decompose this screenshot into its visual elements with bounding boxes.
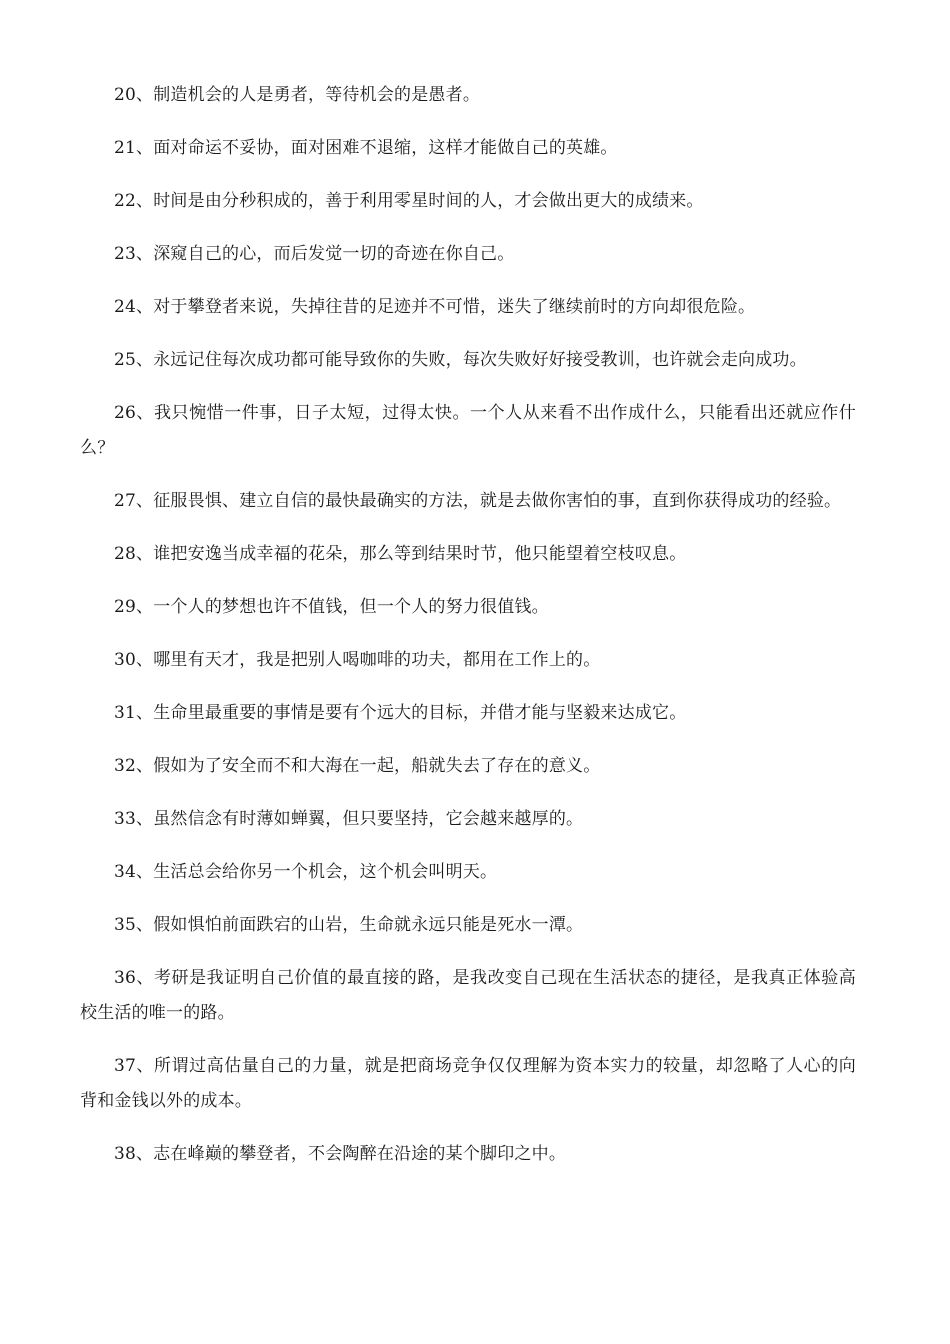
quote-item-34: 34、生活总会给你另一个机会，这个机会叫明天。 xyxy=(114,862,498,882)
quote-item-38: 38、志在峰巅的攀登者，不会陶醉在沿途的某个脚印之中。 xyxy=(114,1144,567,1164)
quote-item-22: 22、时间是由分秒积成的，善于利用零星时间的人，才会做出更大的成绩来。 xyxy=(114,191,704,211)
quote-item-31: 31、生命里最重要的事情是要有个远大的目标，并借才能与坚毅来达成它。 xyxy=(114,703,687,723)
quote-item-20: 20、制造机会的人是勇者，等待机会的是愚者。 xyxy=(114,85,481,105)
quote-item-33: 33、虽然信念有时薄如蝉翼，但只要坚持，它会越来越厚的。 xyxy=(114,809,584,829)
quote-item-28: 28、谁把安逸当成幸福的花朵，那么等到结果时节，他只能望着空枝叹息。 xyxy=(114,544,687,564)
quote-item-21: 21、面对命运不妥协，面对困难不退缩，这样才能做自己的英雄。 xyxy=(114,138,618,158)
quote-item-32: 32、假如为了安全而不和大海在一起，船就失去了存在的意义。 xyxy=(114,756,601,776)
quote-item-23: 23、深窥自己的心，而后发觉一切的奇迹在你自己。 xyxy=(114,244,515,264)
quote-list xyxy=(80,78,856,1190)
quote-item-24: 24、对于攀登者来说，失掉往昔的足迹并不可惜，迷失了继续前时的方向却很危险。 xyxy=(114,297,756,317)
quote-item-27: 27、征服畏惧、建立自信的最快最确实的方法，就是去做你害怕的事，直到你获得成功的经验。 xyxy=(114,491,842,511)
quote-item-29: 29、一个人的梦想也许不值钱，但一个人的努力很值钱。 xyxy=(114,597,549,617)
quote-item-37: 37、所谓过高估量自己的力量，就是把商场竞争仅仅理解为资本实力的较量，却忽略了人心的向背和金钱以外的成本。 xyxy=(80,1056,856,1111)
quote-item-25: 25、永远记住每次成功都可能导致你的失败，每次失败好好接受教训，也许就会走向成功。 xyxy=(114,350,807,370)
quote-item-35: 35、假如惧怕前面跌宕的山岩，生命就永远只能是死水一潭。 xyxy=(114,915,584,935)
quote-item-30: 30、哪里有天才，我是把别人喝咖啡的功夫，都用在工作上的。 xyxy=(114,650,601,670)
quote-item-36: 36、考研是我证明自己价值的最直接的路，是我改变自己现在生活状态的捷径，是我真正体验高校生活的唯一的路。 xyxy=(80,968,856,1023)
quote-item-26: 26、我只惋惜一件事，日子太短，过得太快。一个人从来看不出作成什么，只能看出还就应作什么？ xyxy=(80,403,856,458)
